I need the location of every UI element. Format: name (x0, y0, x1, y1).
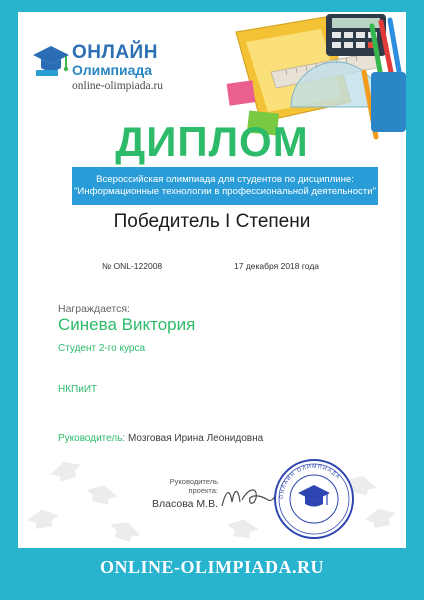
hat-icon (84, 482, 119, 506)
diploma-title: ДИПЛОМ (115, 118, 309, 165)
handwritten-signature (218, 480, 278, 516)
olympiad-banner (72, 167, 378, 205)
recipient-name: Синева Виктория (58, 315, 196, 334)
olympiad-logo (32, 42, 202, 102)
supervisor-name: Мозговая Ирина Леонидовна (127, 433, 264, 444)
supervisor (58, 433, 263, 444)
awarded-label: Награждается: (58, 303, 130, 315)
signature-label-line-1: Руководитель (169, 477, 218, 486)
recipient-organization: НКПиИТ (58, 384, 98, 395)
logo-url: online-olimpiada.ru (72, 80, 164, 92)
diploma-sheet (18, 12, 406, 548)
recipient-course: Студент 2-го курса (58, 343, 146, 354)
diploma-number: № ONL-122008 (102, 261, 163, 271)
graduation-cap-icon (32, 44, 70, 78)
graduation-cap-icon (298, 485, 330, 507)
banner-line-2: "Информационные технологии в профессиональной деятельности" (74, 186, 376, 197)
stamp-text: ОНЛАЙН ОЛИМПИАДА (278, 463, 342, 500)
hat-icon (48, 457, 84, 484)
official-stamp (272, 457, 356, 541)
diploma-date: 17 декабря 2018 года (234, 261, 320, 271)
signatory-name: Власова М.В. (152, 498, 218, 510)
signature-label (158, 477, 218, 495)
logo-subtitle: Олимпиада (72, 62, 153, 78)
hat-icon (225, 517, 259, 539)
footer-website: ONLINE-OLIMPIADA.RU (99, 557, 324, 577)
banner-line-1: Всероссийская олимпиада для студентов по дисциплине: (96, 174, 354, 185)
hat-icon (26, 508, 60, 530)
supervisor-label: Руководитель: (58, 433, 126, 444)
hat-icon (363, 505, 398, 529)
signature-label-line-2: проекта: (188, 486, 218, 495)
winner-degree: Победитель I Степени (113, 211, 311, 232)
logo-title: ОНЛАЙН (72, 42, 158, 63)
hat-icon (107, 517, 143, 545)
